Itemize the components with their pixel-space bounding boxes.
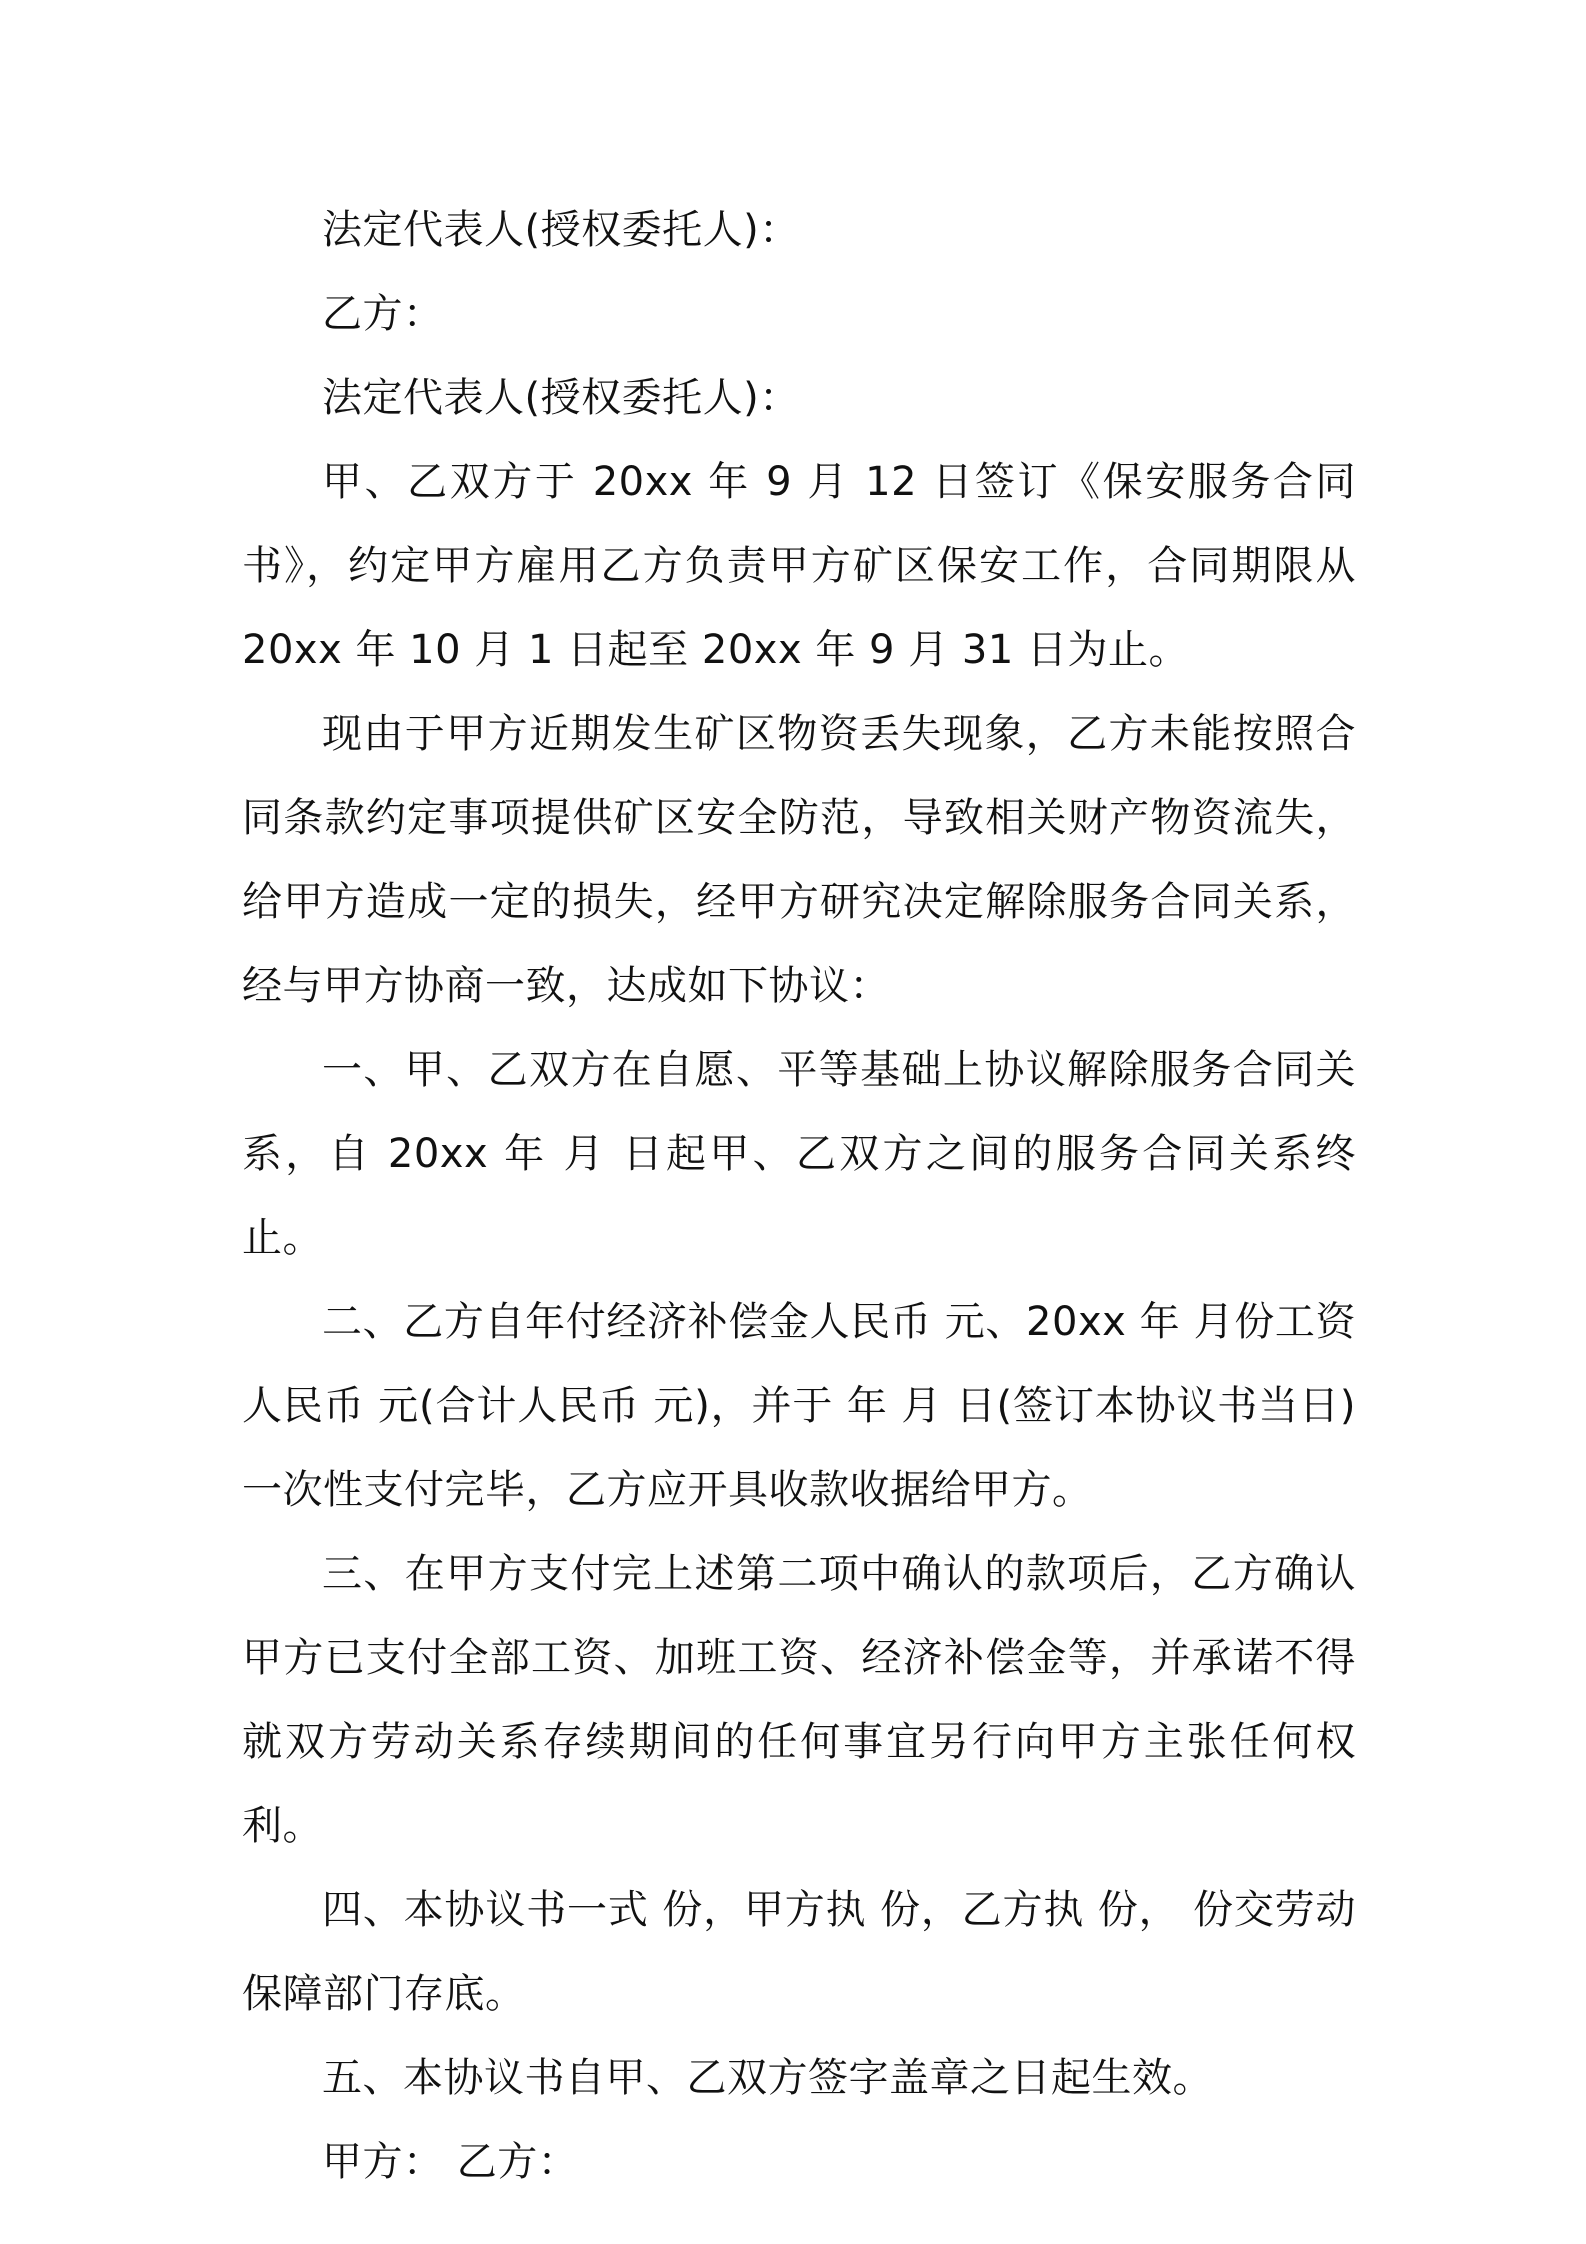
legal-representative-line-2: 法定代表人(授权委托人)： bbox=[322, 375, 800, 421]
contract-background-paragraph: 甲、乙双方于 20xx 年 9 月 12 日签订《保安服务合同书》，约定甲方雇用乙方负责甲方矿区保安工作，合同期限从 20xx 年 10 月 1 日起至 20xx 年 9 月 31 日为止。 bbox=[242, 459, 1356, 673]
clause-four: 四、本协议书一式 份，甲方执 份，乙方执 份， 份交劳动保障部门存底。 bbox=[242, 1887, 1356, 2017]
document-body bbox=[242, 188, 1356, 2204]
signature-line: 甲方： 乙方： bbox=[322, 2139, 579, 2185]
termination-reason-paragraph: 现由于甲方近期发生矿区物资丢失现象，乙方未能按照合同条款约定事项提供矿区安全防范，导致相关财产物资流失，给甲方造成一定的损失，经甲方研究决定解除服务合同关系，经与甲方协商一致，达成如下协议： bbox=[242, 711, 1356, 1009]
legal-representative-line-1: 法定代表人(授权委托人)： bbox=[322, 207, 800, 253]
clause-five: 五、本协议书自甲、乙双方签字盖章之日起生效。 bbox=[322, 2055, 1213, 2101]
clause-three: 三、在甲方支付完上述第二项中确认的款项后，乙方确认甲方已支付全部工资、加班工资、经济补偿金等，并承诺不得就双方劳动关系存续期间的任何事宜另行向甲方主张任何权利。 bbox=[242, 1551, 1356, 1849]
party-b-line: 乙方： bbox=[322, 291, 444, 337]
clause-two: 二、乙方自年付经济补偿金人民币 元、20xx 年 月份工资人民币 元(合计人民币 元)，并于 年 月 日(签订本协议书当日)一次性支付完毕，乙方应开具收款收据给甲方。 bbox=[242, 1299, 1356, 1513]
clause-one: 一、甲、乙双方在自愿、平等基础上协议解除服务合同关系，自 20xx 年 月 日起甲、乙双方之间的服务合同关系终止。 bbox=[242, 1047, 1356, 1261]
